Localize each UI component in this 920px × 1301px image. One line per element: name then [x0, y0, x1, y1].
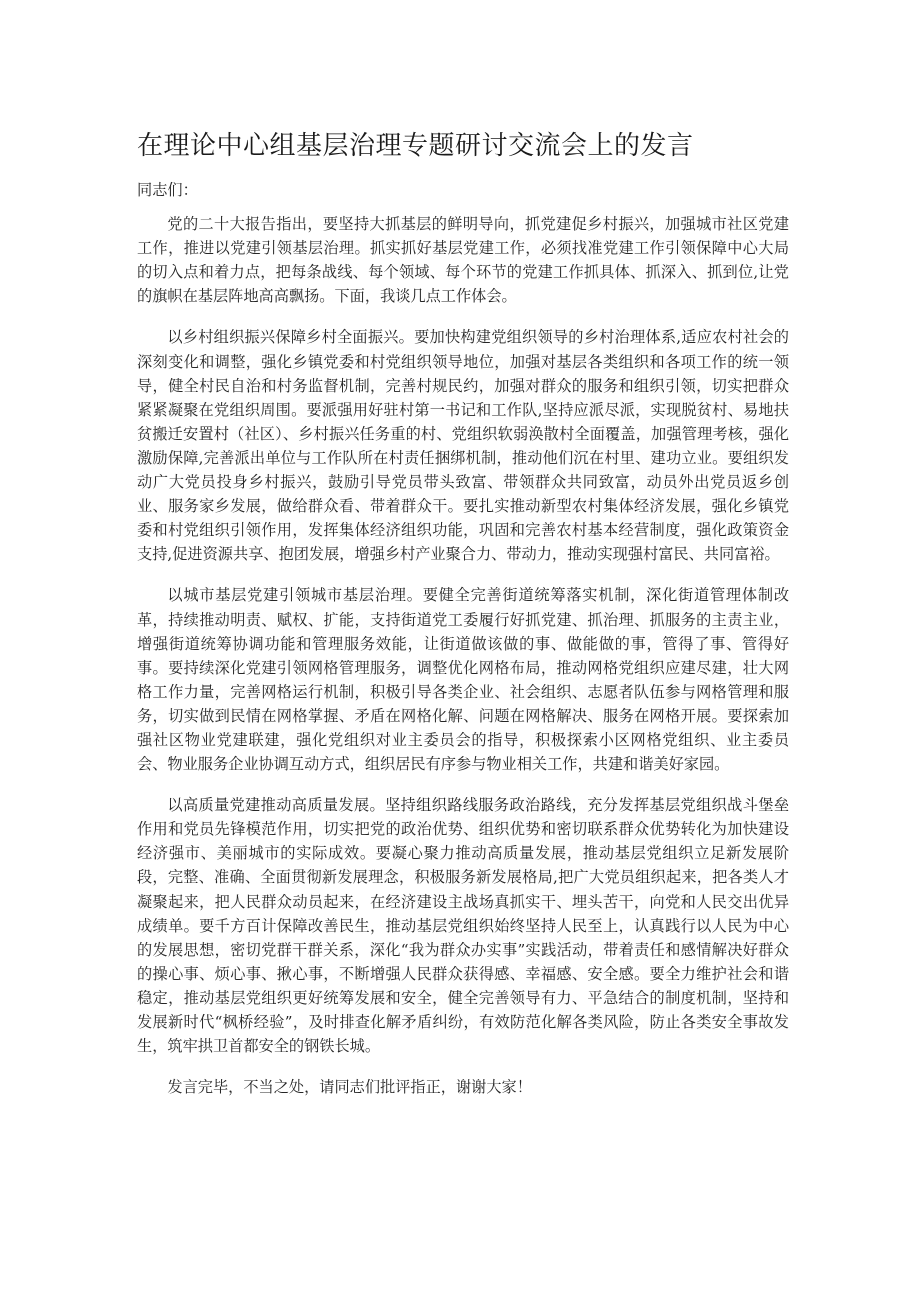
salutation: 同志们： — [137, 181, 198, 199]
document-title: 在理论中心组基层治理专题研讨交流会上的发言 — [137, 131, 694, 161]
paragraph-high-quality-development: 以高质量党建推动高质量发展。坚持组织路线服务政治路线，充分发挥基层党组织战斗堡垒作用和党员先锋模范作用，切实把党的政治优势、组织优势和密切联系群众优势转化为加快建设经济强市、美丽城市的实际成效。要凝心聚力推动高质量发展，推动基层党组织立足新发展阶段，完整、准确、全面贯彻新发展理念，积极服务新发展格局,把广大党员组织起来，把各类人才凝聚起来，把人民群众动员起来，在经济建设主战场真抓实干、埋头苦干，向党和人民交出优异成绩单。要千方百计保障改善民生，推动基层党组织始终坚持人民至上，认真践行以人民为中心的发展思想，密切党群干群关系，深化“我为群众办实事”实践活动，带着责任和感情解决好群众的操心事、烦心事、揪心事，不断增强人民群众获得感、幸福感、安全感。要全力维护社会和谐稳定，推动基层党组织更好统筹发展和安全，健全完善领导有力、平急结合的制度机制，坚持和发展新时代“枫桥经验”，及时排查化解矛盾纠纷，有效防范化解各类风险，防止各类安全事故发生，筑牢拱卫首都安全的钢铁长城。 — [137, 796, 789, 1056]
paragraph-urban-governance: 以城市基层党建引领城市基层治理。要健全完善街道统筹落实机制，深化街道管理体制改革，持续推动明责、赋权、扩能，支持街道党工委履行好抓党建、抓治理、抓服务的主责主业，增强街道统筹协调功能和管理服务效能，让街道做该做的事、做能做的事，管得了事、管得好事。要持续深化党建引领网格管理服务，调整优化网格布局，推动网格党组织应建尽建，壮大网格工作力量，完善网格运行机制，积极引导各类企业、社会组织、志愿者队伍参与网格管理和服务，切实做到民情在网格掌握、矛盾在网格化解、问题在网格解决、服务在网格开展。要探索加强社区物业党建联建，强化党组织对业主委员会的指导，积极探索小区网格党组织、业主委员会、物业服务企业协调互动方式，组织居民有序参与物业相关工作，共建和谐美好家园。 — [137, 586, 789, 774]
paragraph-closing: 发言完毕，不当之处，请同志们批评指正，谢谢大家！ — [167, 1078, 532, 1097]
paragraph-rural-revitalization: 以乡村组织振兴保障乡村全面振兴。要加快构建党组织领导的乡村治理体系,适应农村社会的深刻变化和调整，强化乡镇党委和村党组织领导地位，加强对基层各类组织和各项工作的统一领导，健全村民自治和村务监督机制，完善村规民约，加强对群众的服务和组织引领，切实把群众紧紧凝聚在党组织周围。要派强用好驻村第一书记和工作队,坚持应派尽派，实现脱贫村、易地扶贫搬迁安置村（社区）、乡村振兴任务重的村、党组织软弱涣散村全面覆盖，加强管理考核，强化激励保障,完善派出单位与工作队所在村责任捆绑机制，推动他们沉在村里、建功立业。要组织发动广大党员投身乡村振兴，鼓励引导党员带头致富、带领群众共同致富，动员外出党员返乡创业、服务家乡发展，做给群众看、带着群众干。要扎实推动新型农村集体经济发展，强化乡镇党委和村党组织引领作用，发挥集体经济组织功能，巩固和完善农村基本经营制度，强化政策资金支持,促进资源共享、抱团发展，增强乡村产业聚合力、带动力，推动实现强村富民、共同富裕。 — [137, 328, 789, 564]
document-body — [137, 178, 789, 1116]
paragraph-intro: 党的二十大报告指出，要坚持大抓基层的鲜明导向，抓党建促乡村振兴，加强城市社区党建工作，推进以党建引领基层治理。抓实抓好基层党建工作，必须找准党建工作引领保障中心大局的切入点和着力点，把每条战线、每个领域、每个环节的党建工作抓具体、抓深入、抓到位,让党的旗帜在基层阵地高高飘扬。下面，我谈几点工作体会。 — [137, 215, 789, 306]
